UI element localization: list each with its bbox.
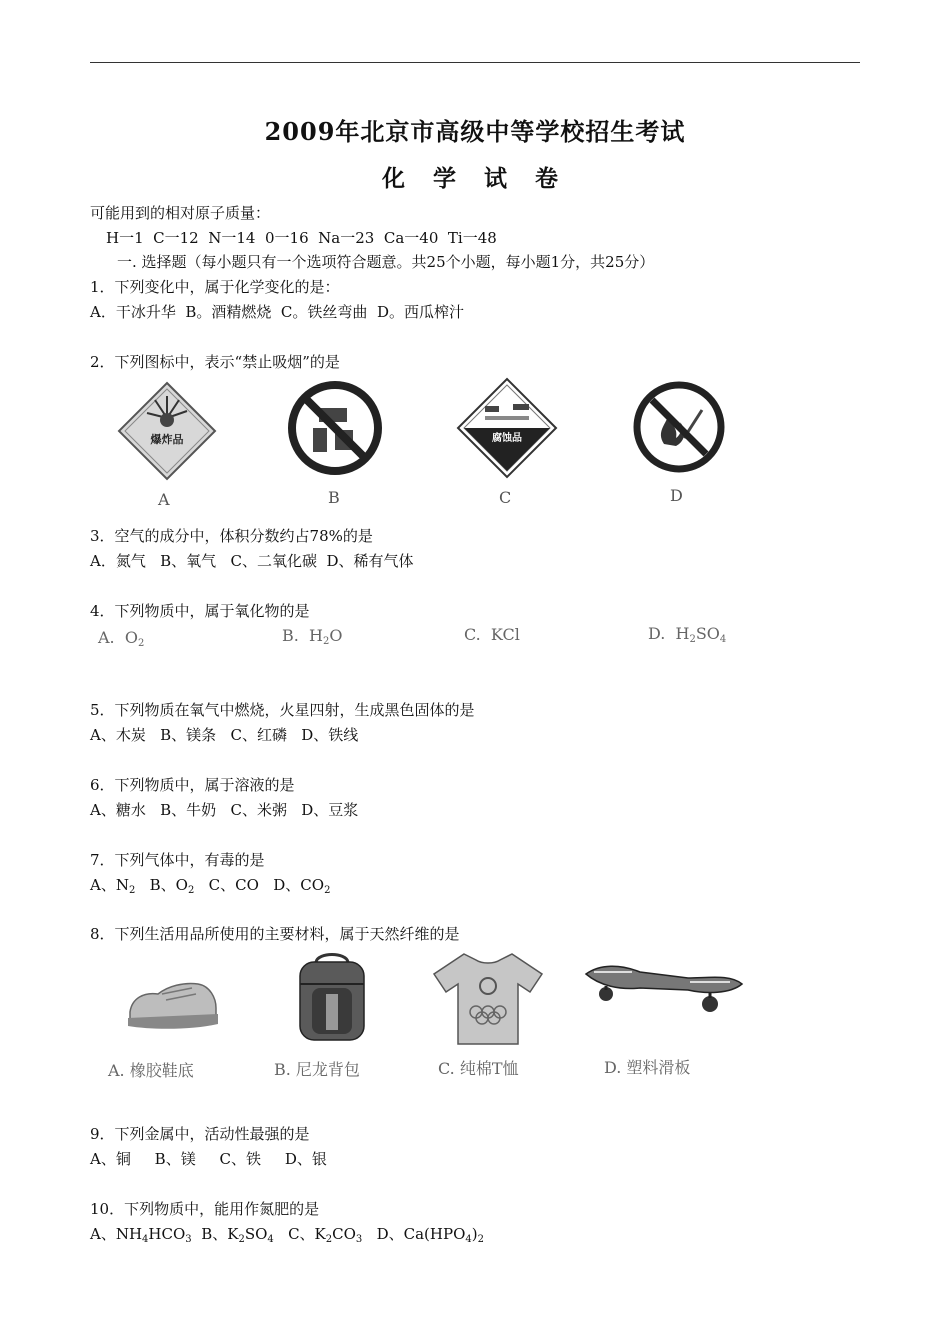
nylon-backpack-icon	[292, 948, 372, 1046]
plastic-skateboard-icon	[580, 960, 746, 1030]
cotton-tshirt-icon	[430, 950, 546, 1046]
material-caption-d: D. 塑料滑板	[604, 1058, 691, 1077]
exam-title: 2009年北京市高级中等学校招生考试	[264, 117, 686, 146]
question-10-stem: 10．下列物质中，能用作氮肥的是	[90, 1200, 320, 1218]
sign-label-d: D	[670, 486, 683, 505]
exam-subtitle: 化 学 试 卷	[381, 165, 569, 192]
question-9-stem: 9．下列金属中，活动性最强的是	[90, 1125, 310, 1143]
no-smoking-sign-icon	[632, 380, 726, 474]
question-7-stem: 7．下列气体中，有毒的是	[90, 851, 265, 869]
corrosive-sign-icon	[455, 376, 559, 480]
atomic-mass-label: 可能用到的相对原子质量：	[90, 204, 271, 222]
section-heading: 一. 选择题（每小题只有一个选项符合题意。共25个小题，每小题1分，共25分）	[117, 253, 655, 271]
question-5-stem: 5．下列物质在氧气中燃烧，火星四射，生成黑色固体的是	[90, 701, 475, 719]
question-4-option-b: B. $H_2O$	[282, 626, 343, 647]
explosive-sign-text: 爆炸品	[150, 433, 184, 446]
material-caption-c: C. 纯棉T恤	[438, 1059, 519, 1078]
sign-label-b: B	[328, 488, 340, 507]
explosive-sign-icon	[115, 378, 220, 488]
question-3-stem: 3．空气的成分中，体积分数约占78%的是	[90, 527, 373, 545]
material-caption-b: B. 尼龙背包	[274, 1060, 360, 1079]
question-4-option-c: C. KCl	[464, 625, 520, 644]
rubber-shoe-icon	[122, 968, 222, 1036]
question-4-option-a: A. $O_2$	[98, 628, 145, 649]
sign-label-c: C	[499, 488, 512, 507]
question-4-stem: 4．下列物质中，属于氧化物的是	[90, 602, 310, 620]
sign-label-a: A	[158, 490, 170, 509]
question-7-options: A、$N_2$ B、$O_2$ C、CO D、$CO_2$	[90, 876, 331, 896]
question-8-stem: 8．下列生活用品所使用的主要材料，属于天然纤维的是	[90, 925, 460, 943]
question-1-stem: 1．下列变化中，属于化学变化的是：	[90, 278, 340, 296]
corrosive-sign-text: 腐蚀品	[492, 433, 522, 444]
question-3-options: A．氮气 B、氧气 C、二氧化碳 D、稀有气体	[90, 552, 414, 570]
question-4-option-d: D. $H_2SO_4$	[648, 624, 727, 645]
no-open-flame-sign-icon	[287, 380, 383, 476]
header-rule	[90, 62, 860, 63]
question-5-options: A、木炭 B、镁条 C、红磷 D、铁线	[90, 726, 359, 744]
question-6-stem: 6．下列物质中，属于溶液的是	[90, 776, 295, 794]
question-1-options: A．干冰升华 B。酒精燃烧 C。铁丝弯曲 D。西瓜榨汁	[90, 303, 464, 321]
question-10-options: A、$NH_4HCO_3$ B、$K_2SO_4$ C、$K_2CO_3$ D、$Ca(HPO_4)_2$	[90, 1225, 484, 1245]
question-2-stem: 2．下列图标中，表示“禁止吸烟”的是	[90, 353, 340, 371]
question-6-options: A、糖水 B、牛奶 C、米粥 D、豆浆	[90, 801, 359, 819]
atomic-mass-values: H一1 C一12 N一14 0一16 Na一23 Ca一40 Ti一48	[106, 229, 497, 247]
material-caption-a: A. 橡胶鞋底	[108, 1061, 194, 1080]
question-9-options: A、铜 B、镁 C、铁 D、银	[90, 1150, 327, 1168]
